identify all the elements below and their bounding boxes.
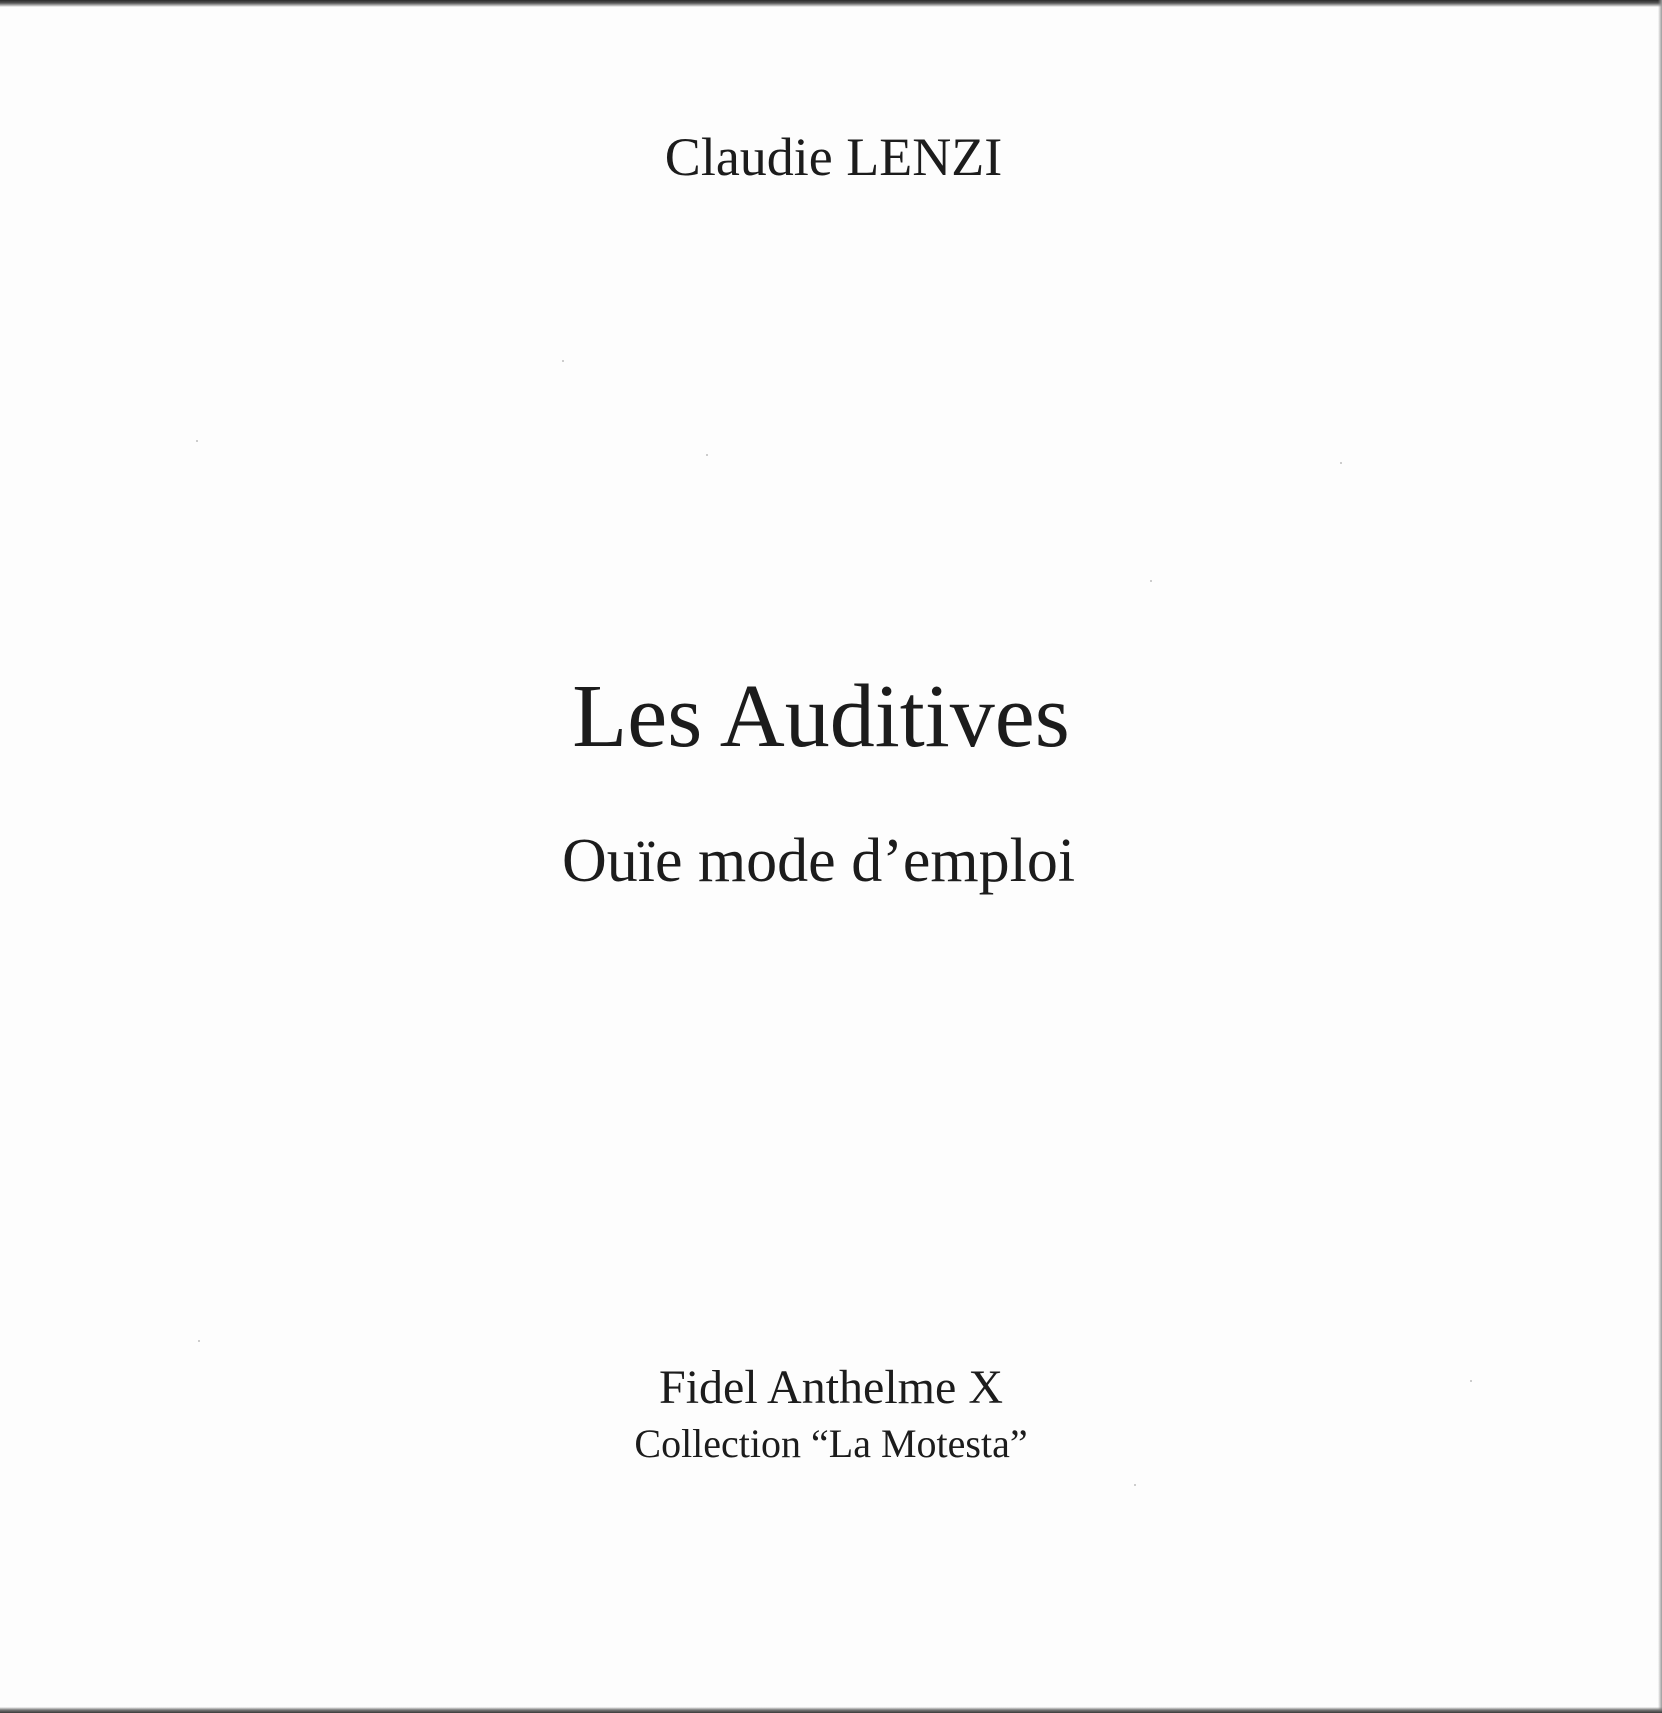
- scan-edge-top: [0, 0, 1662, 7]
- scan-speck: [1134, 1484, 1136, 1486]
- book-subtitle: Ouïe mode d’emploi: [561, 827, 1076, 895]
- scan-speck: [562, 360, 564, 362]
- scan-edge-bottom: [0, 1707, 1662, 1713]
- scan-speck: [1340, 462, 1342, 464]
- publisher-name: Fidel Anthelme X: [659, 1361, 1003, 1414]
- author-name: Claudie LENZI: [664, 127, 1003, 187]
- collection-name: Collection “La Motesta”: [634, 1421, 1028, 1466]
- book-title: Les Auditives: [572, 667, 1070, 766]
- scan-speck: [198, 1340, 200, 1342]
- scan-speck: [1150, 580, 1152, 582]
- scan-speck: [196, 440, 198, 442]
- scan-speck: [706, 454, 708, 456]
- scan-speck: [1470, 1380, 1472, 1382]
